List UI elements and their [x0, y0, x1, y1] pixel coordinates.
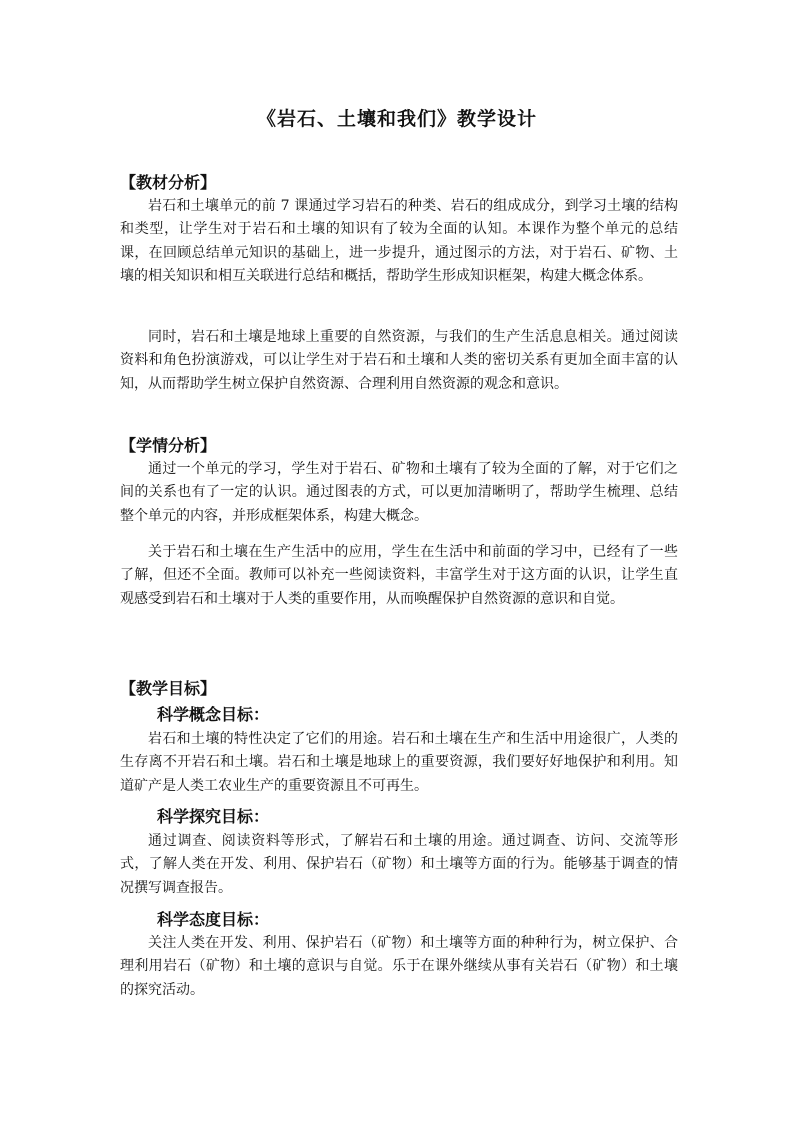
section-heading-teaching-objectives: 【教学目标】 — [120, 679, 217, 698]
paragraph-science-concept: 岩石和土壤的特性决定了它们的用途。岩石和土壤在生产和生活中用途很广，人类的生存离不开岩石和土壤。岩石和土壤是地球上的重要资源，我们要好好地保护和利用。知道矿产是人类工农业生产的重要资源且不可再生。 — [120, 731, 678, 794]
paragraph-material-analysis-2: 同时，岩石和土壤是地球上重要的自然资源，与我们的生产生活息息相关。通过阅读资料和角色扮演游戏，可以让学生对于岩石和土壤和人类的密切关系有更加全面丰富的认知，从而帮助学生树立保护自然资源、合理利用自然资源的观念和意识。 — [120, 329, 678, 392]
paragraph-learner-analysis-2: 关于岩石和土壤在生产生活中的应用，学生在生活中和前面的学习中，已经有了一些了解，但还不全面。教师可以补充一些阅读资料，丰富学生对于这方面的认识，让学生直观感受到岩石和土壤对于人类的重要作用，从而唤醒保护自然资源的意识和自觉。 — [120, 544, 678, 607]
paragraph-material-analysis-1: 岩石和土壤单元的前 7 课通过学习岩石的种类、岩石的组成成分，到学习土壤的结构和类型，让学生对于岩石和土壤的知识有了较为全面的认知。本课作为整个单元的总结课，在回顾总结单元知识的基础上，进一步提升，通过图示的方法，对于岩石、矿物、土壤的相关知识和相互关联进行总结和概括，帮助学生形成知识框架，构建大概念体系。 — [120, 198, 678, 285]
paragraph-learner-analysis-1: 通过一个单元的学习，学生对于岩石、矿物和土壤有了较为全面的了解，对于它们之间的关系也有了一定的认识。通过图表的方式，可以更加清晰明了，帮助学生梳理、总结整个单元的内容，并形成框架体系，构建大概念。 — [120, 461, 678, 524]
subheading-science-inquiry: 科学探究目标： — [157, 807, 270, 826]
subheading-science-concept: 科学概念目标： — [157, 705, 270, 724]
section-heading-learner-analysis: 【学情分析】 — [120, 436, 217, 455]
paragraph-science-attitude: 关注人类在开发、利用、保护岩石（矿物）和土壤等方面的种种行为，树立保护、合理利用岩石（矿物）和土壤的意识与自觉。乐于在课外继续从事有关岩石（矿物）和土壤的探究活动。 — [120, 935, 678, 998]
section-heading-material-analysis: 【教材分析】 — [120, 173, 217, 192]
subheading-science-attitude: 科学态度目标： — [157, 910, 270, 929]
paragraph-science-inquiry: 通过调查、阅读资料等形式，了解岩石和土壤的用途。通过调查、访问、交流等形式，了解人类在开发、利用、保护岩石（矿物）和土壤等方面的行为。能够基于调查的情况撰写调查报告。 — [120, 833, 678, 896]
document-title: 《岩石、土壤和我们》教学设计 — [256, 108, 537, 130]
